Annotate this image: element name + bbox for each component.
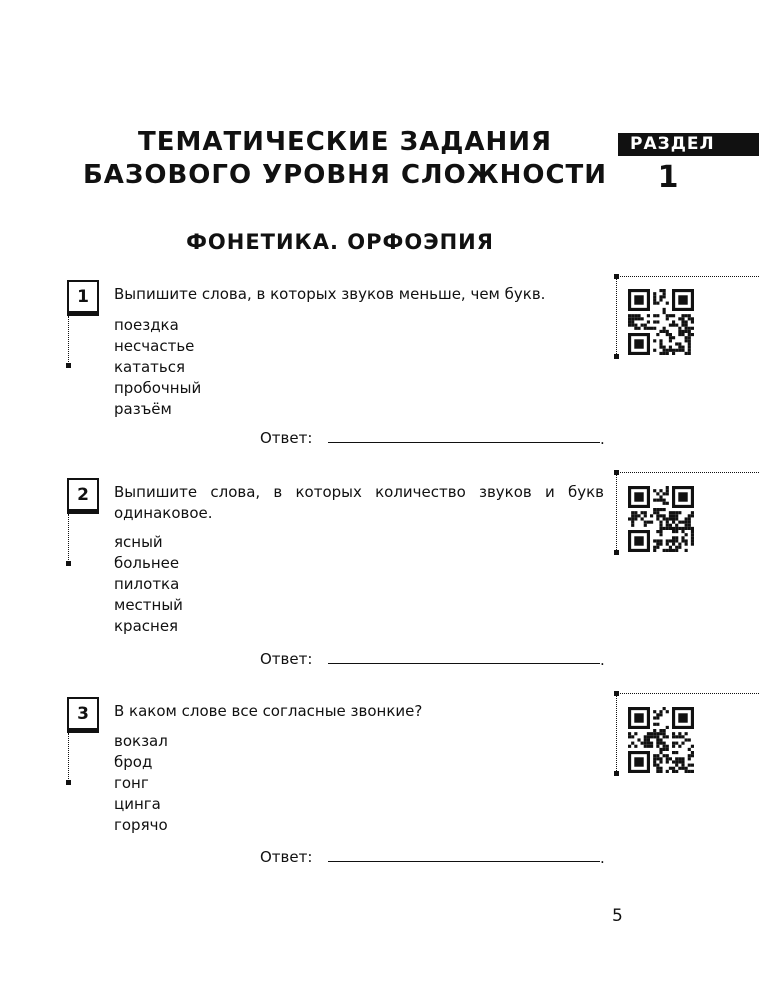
option-item: больнее [114,554,180,572]
answer-period: . [600,430,605,448]
chapter-title-line1: ТЕМАТИЧЕСКИЕ ЗАДАНИЯ [137,127,553,157]
answer-label: Ответ: [260,848,313,866]
task-number: 1 [67,280,99,316]
qr-frame-top [616,472,759,473]
answer-options [114,731,168,836]
task-question: Выпишите слова, в которых количество звуков и букв одинаковое. [114,483,604,522]
option-item: горячо [114,816,168,834]
option-item: гонг [114,774,149,792]
qr-frame-dot [614,691,619,696]
chapter-title [80,126,610,192]
answer-field[interactable] [328,861,600,862]
qr-frame-top [616,276,759,277]
option-item: ясный [114,533,163,551]
answer-label: Ответ: [260,429,313,447]
option-item: разъём [114,400,172,418]
task-question: Выпишите слова, в которых звуков меньше, чем букв. [114,285,546,303]
answer-field[interactable] [328,663,600,664]
task-marker-dot [66,363,71,368]
qr-frame-top [616,693,759,694]
answer-period: . [600,849,605,867]
option-item: кататься [114,358,186,376]
qr-frame-dot [614,354,619,359]
answer-field[interactable] [328,442,600,443]
task-number: 3 [67,697,99,733]
task-marker-line [68,514,69,562]
answer-options [114,315,201,420]
section-number: 1 [657,160,679,195]
option-item: пробочный [114,379,202,397]
option-item: краснея [114,617,179,635]
qr-frame-dot [614,771,619,776]
qr-frame-dot [614,274,619,279]
topic-title: ФОНЕТИКА. ОРФОЭПИЯ [186,230,494,254]
section-label: РАЗДЕЛ [618,133,759,156]
task-marker-line [68,316,69,364]
option-item: цинга [114,795,161,813]
task-question: В каком слове все согласные звонкие? [114,702,423,720]
task-marker-dot [66,561,71,566]
qr-code-icon[interactable] [628,707,694,773]
option-item: поездка [114,316,179,334]
option-item: пилотка [114,575,180,593]
chapter-title-line2: БАЗОВОГО УРОВНЯ СЛОЖНОСТИ [82,160,608,190]
answer-period: . [600,651,605,669]
task-marker-dot [66,780,71,785]
answer-options [114,532,183,637]
answer-label: Ответ: [260,650,313,668]
qr-code-icon[interactable] [628,289,694,355]
qr-frame-left [616,472,617,552]
qr-frame-dot [614,470,619,475]
page-number: 5 [612,906,623,926]
option-item: вокзал [114,732,168,750]
qr-code-icon[interactable] [628,486,694,552]
qr-frame-left [616,276,617,356]
qr-frame-left [616,693,617,773]
qr-frame-dot [614,550,619,555]
task-number: 2 [67,478,99,514]
task-marker-line [68,733,69,781]
option-item: несчастье [114,337,195,355]
option-item: брод [114,753,153,771]
option-item: местный [114,596,183,614]
